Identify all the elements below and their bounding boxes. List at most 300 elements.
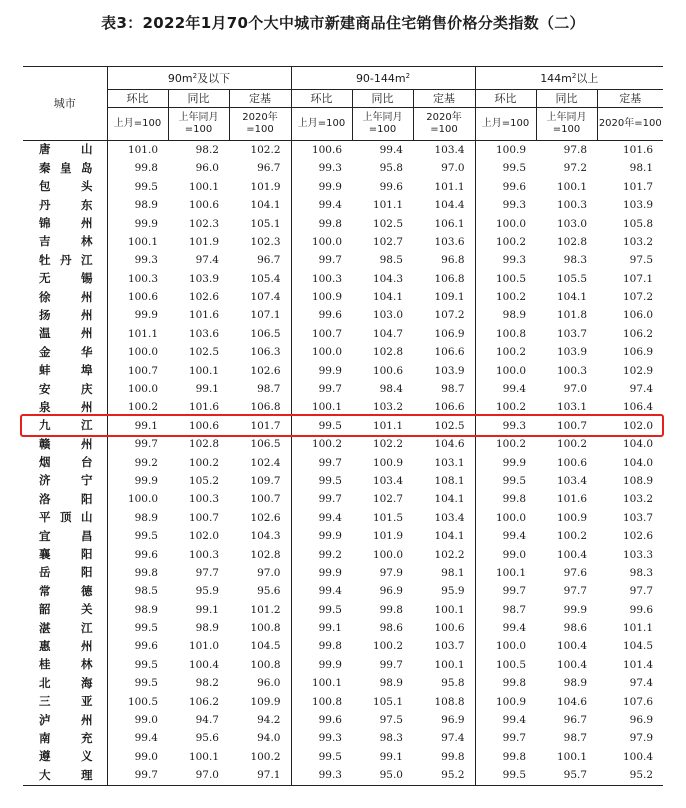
value-cell: 103.7 <box>622 511 654 524</box>
value-cell: 99.3 <box>318 732 342 745</box>
city-cell: 常德 <box>23 582 107 600</box>
value-cell: 98.5 <box>134 585 158 598</box>
value-cell: 101.7 <box>229 417 291 435</box>
value-cell: 95.9 <box>195 585 219 598</box>
value-cell: 98.3 <box>563 254 588 267</box>
value-cell: 99.2 <box>134 456 158 469</box>
value-cell: 101.1 <box>127 327 158 340</box>
value-cell: 99.8 <box>134 162 158 175</box>
value-cell: 98.1 <box>413 564 475 582</box>
value-cell: 100.1 <box>556 750 588 763</box>
value-cell: 99.9 <box>318 180 342 193</box>
value-cell: 107.1 <box>229 307 291 325</box>
value-cell: 100.4 <box>622 750 654 763</box>
value-cell: 99.1 <box>195 383 219 396</box>
group-header-under-90: $90m^2$及以下 <box>107 67 291 90</box>
value-cell: 100.9 <box>495 143 527 156</box>
value-cell: 99.8 <box>318 217 342 230</box>
value-cell: 100.0 <box>495 217 527 230</box>
value-cell: 100.1 <box>495 566 527 579</box>
city-cell: 丹东 <box>23 196 107 214</box>
value-cell: 99.7 <box>318 383 342 396</box>
city-cell: 平顶山 <box>23 509 107 527</box>
value-cell: 103.4 <box>413 509 475 527</box>
value-cell: 109.9 <box>229 693 291 711</box>
table-row <box>23 564 663 582</box>
city-cell: 安庆 <box>23 380 107 398</box>
value-cell: 102.3 <box>188 217 219 230</box>
value-cell: 103.9 <box>413 362 475 380</box>
value-cell: 95.9 <box>413 582 475 600</box>
base-header-prev-year-month: 上年同月=100 <box>352 108 413 141</box>
value-cell: 99.5 <box>134 180 158 193</box>
value-cell: 104.1 <box>413 490 475 508</box>
city-cell: 赣州 <box>23 435 107 453</box>
value-cell: 104.7 <box>372 327 403 340</box>
value-cell: 100.7 <box>311 327 342 340</box>
city-cell: 泉州 <box>23 398 107 416</box>
value-cell: 101.6 <box>622 143 654 156</box>
value-cell: 106.8 <box>229 398 291 416</box>
value-cell: 96.0 <box>195 162 219 175</box>
value-cell: 99.5 <box>318 750 342 763</box>
value-cell: 99.6 <box>502 180 527 193</box>
value-cell: 102.4 <box>229 454 291 472</box>
value-cell: 100.2 <box>495 438 527 451</box>
value-cell: 99.8 <box>318 640 342 653</box>
value-cell: 104.6 <box>556 695 588 708</box>
value-cell: 99.3 <box>134 254 158 267</box>
value-cell: 97.2 <box>563 162 588 175</box>
value-cell: 100.2 <box>495 346 527 359</box>
table-row <box>23 527 663 545</box>
value-cell: 100.2 <box>495 235 527 248</box>
value-cell: 97.5 <box>379 714 403 727</box>
value-cell: 97.0 <box>563 383 588 396</box>
table-row <box>23 251 663 269</box>
value-cell: 99.5 <box>134 658 158 671</box>
value-cell: 100.9 <box>372 456 403 469</box>
value-cell: 103.9 <box>556 346 588 359</box>
value-cell: 102.5 <box>413 417 475 435</box>
value-cell: 101.9 <box>372 530 403 543</box>
value-cell: 99.7 <box>502 585 527 598</box>
value-cell: 100.6 <box>188 419 219 432</box>
value-cell: 106.9 <box>622 346 654 359</box>
value-cell: 99.4 <box>318 199 342 212</box>
value-cell: 97.1 <box>229 766 291 785</box>
table-row <box>23 325 663 343</box>
value-cell: 106.9 <box>413 325 475 343</box>
value-cell: 104.0 <box>622 438 654 451</box>
city-cell: 三亚 <box>23 693 107 711</box>
value-cell: 101.9 <box>229 178 291 196</box>
value-cell: 99.5 <box>318 419 342 432</box>
value-cell: 100.8 <box>229 619 291 637</box>
price-index-table <box>23 66 663 786</box>
value-cell: 106.8 <box>413 270 475 288</box>
value-cell: 99.0 <box>134 714 158 727</box>
value-cell: 100.1 <box>188 364 219 377</box>
value-cell: 99.8 <box>134 566 158 579</box>
value-cell: 99.9 <box>134 309 158 322</box>
value-cell: 98.3 <box>629 566 654 579</box>
value-cell: 100.2 <box>188 456 219 469</box>
value-cell: 103.1 <box>556 401 588 414</box>
city-cell: 唐山 <box>23 141 107 160</box>
value-cell: 101.2 <box>229 601 291 619</box>
value-cell: 99.7 <box>502 732 527 745</box>
value-cell: 100.0 <box>311 235 342 248</box>
table-row <box>23 711 663 729</box>
value-cell: 99.6 <box>629 603 654 616</box>
value-cell: 98.9 <box>502 309 527 322</box>
value-cell: 106.5 <box>229 435 291 453</box>
table-row <box>23 159 663 177</box>
value-cell: 99.9 <box>502 456 527 469</box>
value-cell: 97.7 <box>629 585 654 598</box>
value-cell: 100.7 <box>188 511 219 524</box>
value-cell: 97.6 <box>563 566 588 579</box>
group-header-90-144: $90-144m^2$ <box>291 67 475 90</box>
value-cell: 99.8 <box>502 493 527 506</box>
value-cell: 95.6 <box>195 732 219 745</box>
value-cell: 102.5 <box>188 346 219 359</box>
value-cell: 98.6 <box>379 622 403 635</box>
table-row <box>23 233 663 251</box>
value-cell: 100.2 <box>556 438 588 451</box>
value-cell: 98.2 <box>195 677 219 690</box>
value-cell: 99.6 <box>134 548 158 561</box>
value-cell: 97.5 <box>629 254 654 267</box>
value-cell: 99.9 <box>134 217 158 230</box>
value-cell: 105.5 <box>556 272 588 285</box>
value-cell: 97.9 <box>379 566 403 579</box>
table-row <box>23 343 663 361</box>
value-cell: 101.8 <box>556 309 588 322</box>
value-cell: 96.7 <box>563 714 588 727</box>
value-cell: 99.7 <box>134 438 158 451</box>
table-row <box>23 638 663 656</box>
sub-header-fixed-base: 定基 <box>229 90 291 108</box>
base-header-prev-month: 上月=100 <box>291 108 352 141</box>
value-cell: 102.2 <box>229 141 291 160</box>
value-cell: 97.8 <box>563 143 588 156</box>
value-cell: 100.8 <box>229 656 291 674</box>
value-cell: 100.2 <box>311 438 342 451</box>
city-cell: 扬州 <box>23 307 107 325</box>
value-cell: 102.7 <box>372 235 403 248</box>
value-cell: 99.4 <box>502 530 527 543</box>
value-cell: 98.2 <box>195 143 219 156</box>
value-cell: 99.4 <box>502 622 527 635</box>
value-cell: 100.4 <box>188 658 219 671</box>
value-cell: 100.1 <box>413 656 475 674</box>
city-cell: 锦州 <box>23 215 107 233</box>
value-cell: 100.1 <box>556 180 588 193</box>
value-cell: 102.6 <box>229 509 291 527</box>
base-header-prev-year-month: 上年同月=100 <box>536 108 597 141</box>
base-header-prev-month: 上月=100 <box>107 108 168 141</box>
value-cell: 98.4 <box>379 383 403 396</box>
value-cell: 99.9 <box>563 603 588 616</box>
value-cell: 104.1 <box>372 291 403 304</box>
table-body <box>23 141 663 786</box>
value-cell: 98.9 <box>563 677 588 690</box>
value-cell: 94.0 <box>229 730 291 748</box>
sub-header-mom: 环比 <box>291 90 352 108</box>
value-cell: 102.6 <box>229 362 291 380</box>
value-cell: 99.7 <box>318 254 342 267</box>
value-cell: 106.1 <box>413 215 475 233</box>
value-cell: 99.3 <box>318 162 342 175</box>
value-cell: 99.8 <box>379 603 403 616</box>
value-cell: 100.1 <box>127 235 158 248</box>
value-cell: 98.9 <box>134 603 158 616</box>
table-row <box>23 674 663 692</box>
value-cell: 105.1 <box>229 215 291 233</box>
value-cell: 99.1 <box>318 622 342 635</box>
table-row <box>23 141 663 160</box>
value-cell: 100.3 <box>188 493 219 506</box>
value-cell: 107.2 <box>413 307 475 325</box>
value-cell: 96.9 <box>379 585 403 598</box>
value-cell: 99.3 <box>502 199 527 212</box>
value-cell: 102.0 <box>188 530 219 543</box>
value-cell: 109.1 <box>413 288 475 306</box>
value-cell: 100.9 <box>311 291 342 304</box>
value-cell: 103.6 <box>188 327 219 340</box>
value-cell: 97.4 <box>629 383 654 396</box>
value-cell: 103.0 <box>372 309 403 322</box>
value-cell: 95.8 <box>413 674 475 692</box>
value-cell: 104.5 <box>622 640 654 653</box>
value-cell: 94.2 <box>229 711 291 729</box>
value-cell: 103.2 <box>622 235 654 248</box>
city-cell: 无锡 <box>23 270 107 288</box>
value-cell: 100.1 <box>311 677 342 690</box>
table-row <box>23 380 663 398</box>
base-header-2020: 2020年=100 <box>229 108 291 141</box>
table-row <box>23 693 663 711</box>
value-cell: 100.3 <box>127 272 158 285</box>
value-cell: 103.0 <box>556 217 588 230</box>
table-row <box>23 619 663 637</box>
city-cell: 韶关 <box>23 601 107 619</box>
city-cell: 吉林 <box>23 233 107 251</box>
value-cell: 100.6 <box>311 143 342 156</box>
value-cell: 100.9 <box>556 511 588 524</box>
value-cell: 102.8 <box>188 438 219 451</box>
value-cell: 101.1 <box>622 622 654 635</box>
value-cell: 99.8 <box>502 750 527 763</box>
value-cell: 100.2 <box>556 530 588 543</box>
value-cell: 100.4 <box>556 548 588 561</box>
value-cell: 99.9 <box>318 658 342 671</box>
sub-header-fixed-base: 定基 <box>597 90 663 108</box>
value-cell: 100.0 <box>495 640 527 653</box>
value-cell: 100.3 <box>556 199 588 212</box>
value-cell: 97.7 <box>195 566 219 579</box>
value-cell: 100.5 <box>495 658 527 671</box>
value-cell: 96.8 <box>413 251 475 269</box>
group-header-over-144: $144m^2$以上 <box>475 67 663 90</box>
value-cell: 98.9 <box>134 199 158 212</box>
value-cell: 101.1 <box>372 419 403 432</box>
value-cell: 104.5 <box>229 638 291 656</box>
sub-header-yoy: 同比 <box>352 90 413 108</box>
value-cell: 104.1 <box>413 527 475 545</box>
value-cell: 104.0 <box>622 456 654 469</box>
value-cell: 99.5 <box>134 677 158 690</box>
value-cell: 97.9 <box>629 732 654 745</box>
value-cell: 101.6 <box>188 309 219 322</box>
value-cell: 95.7 <box>536 766 597 785</box>
value-cell: 99.4 <box>502 714 527 727</box>
city-cell: 桂林 <box>23 656 107 674</box>
value-cell: 104.4 <box>413 196 475 214</box>
value-cell: 96.0 <box>229 674 291 692</box>
value-cell: 100.0 <box>372 548 403 561</box>
value-cell: 102.0 <box>622 419 654 432</box>
value-cell: 101.6 <box>556 493 588 506</box>
value-cell: 100.2 <box>495 401 527 414</box>
value-cell: 97.0 <box>168 766 229 785</box>
table-row <box>23 490 663 508</box>
value-cell: 95.2 <box>413 766 475 785</box>
value-cell: 97.7 <box>563 585 588 598</box>
value-cell: 98.6 <box>563 622 588 635</box>
value-cell: 99.7 <box>318 456 342 469</box>
value-cell: 108.1 <box>413 472 475 490</box>
value-cell: 100.2 <box>372 640 403 653</box>
city-cell: 济宁 <box>23 472 107 490</box>
value-cell: 105.8 <box>622 217 654 230</box>
table-row <box>23 307 663 325</box>
value-cell: 100.3 <box>556 364 588 377</box>
value-cell: 99.0 <box>134 750 158 763</box>
value-cell: 95.2 <box>597 766 663 785</box>
value-cell: 103.4 <box>372 474 403 487</box>
city-cell: 湛江 <box>23 619 107 637</box>
value-cell: 96.9 <box>629 714 654 727</box>
table-row <box>23 435 663 453</box>
value-cell: 104.1 <box>229 196 291 214</box>
city-cell: 牡丹江 <box>23 251 107 269</box>
value-cell: 105.4 <box>229 270 291 288</box>
value-cell: 104.1 <box>556 291 588 304</box>
value-cell: 96.7 <box>229 251 291 269</box>
value-cell: 106.3 <box>229 343 291 361</box>
value-cell: 99.5 <box>502 474 527 487</box>
sub-header-mom: 环比 <box>107 90 168 108</box>
value-cell: 107.1 <box>622 272 654 285</box>
value-cell: 100.2 <box>495 291 527 304</box>
value-cell: 99.5 <box>475 766 536 785</box>
value-cell: 108.8 <box>413 693 475 711</box>
value-cell: 99.8 <box>502 677 527 690</box>
value-cell: 98.9 <box>379 677 403 690</box>
value-cell: 97.4 <box>413 730 475 748</box>
table-row <box>23 766 663 785</box>
value-cell: 103.9 <box>188 272 219 285</box>
value-cell: 99.5 <box>318 474 342 487</box>
value-cell: 100.0 <box>495 511 527 524</box>
city-cell: 洛阳 <box>23 490 107 508</box>
value-cell: 98.9 <box>134 511 158 524</box>
value-cell: 101.6 <box>188 401 219 414</box>
table-row <box>23 546 663 564</box>
value-cell: 95.8 <box>379 162 403 175</box>
value-cell: 100.6 <box>372 364 403 377</box>
value-cell: 100.9 <box>495 695 527 708</box>
value-cell: 99.6 <box>379 180 403 193</box>
value-cell: 100.0 <box>495 364 527 377</box>
value-cell: 99.3 <box>502 254 527 267</box>
value-cell: 100.7 <box>556 419 588 432</box>
value-cell: 98.3 <box>379 732 403 745</box>
value-cell: 107.2 <box>622 291 654 304</box>
value-cell: 99.3 <box>291 766 352 785</box>
value-cell: 100.1 <box>188 750 219 763</box>
value-cell: 96.9 <box>413 711 475 729</box>
value-cell: 99.6 <box>318 309 342 322</box>
city-cell: 温州 <box>23 325 107 343</box>
value-cell: 101.4 <box>622 658 654 671</box>
table-row <box>23 417 663 435</box>
table-row <box>23 582 663 600</box>
value-cell: 99.4 <box>318 511 342 524</box>
value-cell: 99.1 <box>134 419 158 432</box>
value-cell: 100.4 <box>556 658 588 671</box>
value-cell: 106.0 <box>622 309 654 322</box>
value-cell: 99.8 <box>413 748 475 766</box>
sub-header-fixed-base: 定基 <box>413 90 475 108</box>
value-cell: 100.1 <box>311 401 342 414</box>
city-cell: 襄阳 <box>23 546 107 564</box>
value-cell: 102.8 <box>372 346 403 359</box>
value-cell: 100.0 <box>127 493 158 506</box>
value-cell: 98.1 <box>629 162 654 175</box>
value-cell: 101.9 <box>188 235 219 248</box>
value-cell: 104.6 <box>413 435 475 453</box>
value-cell: 99.7 <box>379 658 403 671</box>
value-cell: 100.7 <box>229 490 291 508</box>
value-cell: 100.8 <box>495 327 527 340</box>
table-row <box>23 656 663 674</box>
value-cell: 102.6 <box>188 291 219 304</box>
value-cell: 103.9 <box>622 199 654 212</box>
table-row <box>23 215 663 233</box>
value-cell: 101.1 <box>372 199 403 212</box>
value-cell: 102.7 <box>372 493 403 506</box>
value-cell: 106.6 <box>413 343 475 361</box>
value-cell: 100.5 <box>127 695 158 708</box>
value-cell: 103.6 <box>413 233 475 251</box>
value-cell: 99.4 <box>379 143 403 156</box>
table-row <box>23 730 663 748</box>
value-cell: 104.3 <box>372 272 403 285</box>
value-cell: 97.0 <box>413 159 475 177</box>
value-cell: 97.4 <box>629 677 654 690</box>
value-cell: 100.7 <box>127 364 158 377</box>
value-cell: 109.7 <box>229 472 291 490</box>
value-cell: 101.0 <box>188 640 219 653</box>
table-row <box>23 748 663 766</box>
value-cell: 100.0 <box>311 346 342 359</box>
city-cell: 遵义 <box>23 748 107 766</box>
city-cell: 秦皇岛 <box>23 159 107 177</box>
